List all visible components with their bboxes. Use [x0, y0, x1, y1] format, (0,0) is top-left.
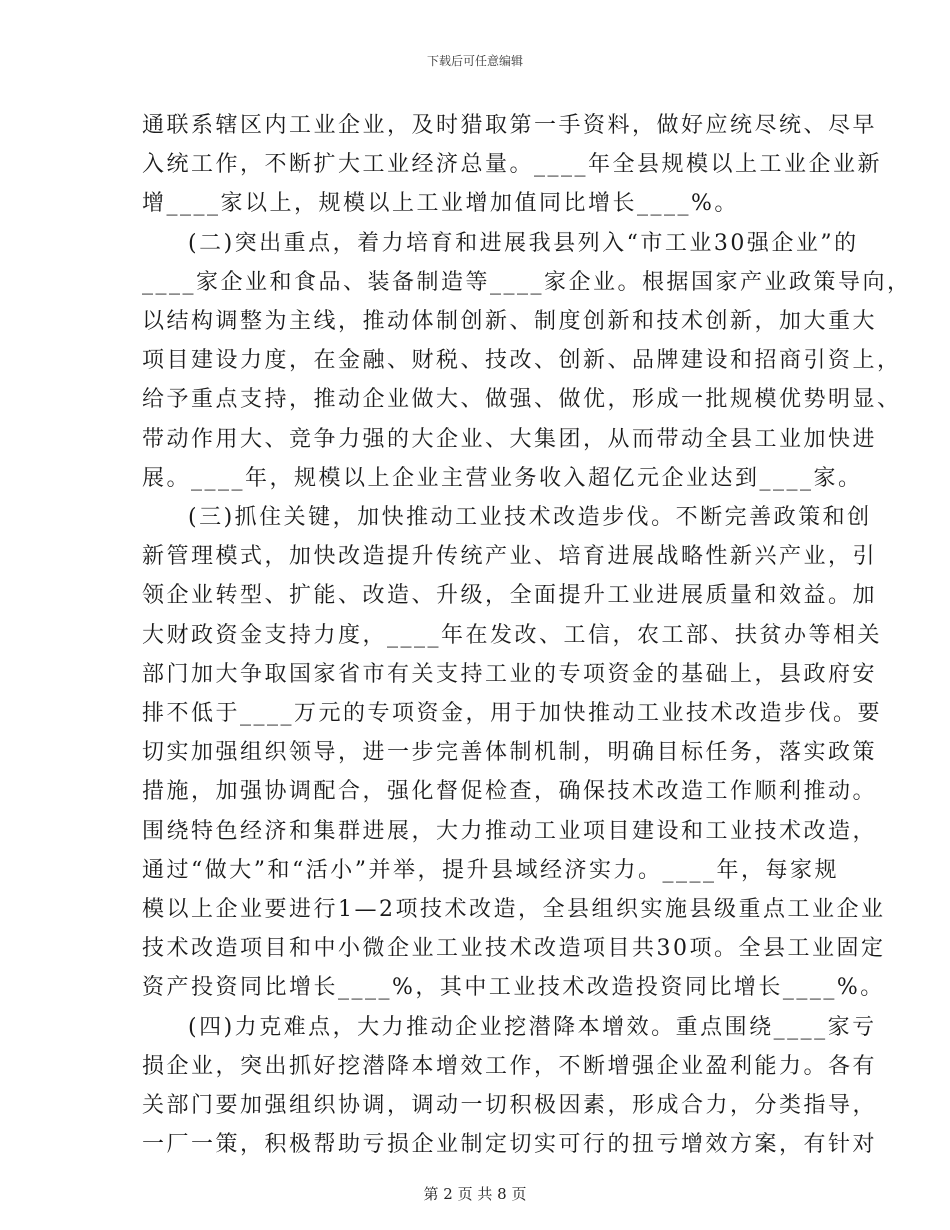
text-line: 排不低于____万元的专项资金，用于加快推动工业技术改造步伐。要	[142, 701, 883, 727]
text-line: 带动作用大、竞争力强的大企业、大集团，从而带动全县工业加快进	[142, 426, 878, 452]
text-line: 切实加强组织领导，进一步完善体制机制，明确目标任务，落实政策	[142, 740, 878, 766]
text-line: 关部门要加强组织协调，调动一切积极因素，形成合力，分类指导，	[142, 1093, 878, 1119]
page-number: 第 2 页 共 8 页	[423, 1185, 527, 1203]
text-line: 入统工作，不断扩大工业经济总量。____年全县规模以上工业企业新	[142, 152, 883, 178]
text-line: 围绕特色经济和集群进展，大力推动工业项目建设和工业技术改造，	[142, 818, 878, 844]
text-line: 通联系辖区内工业企业，及时猎取第一手资料，做好应统尽统、尽早	[142, 113, 878, 138]
text-line: 通过“做大”和“活小”并举，提升县域经济实力。____年，每家规	[142, 857, 839, 883]
page-header: 下载后可任意编辑	[426, 54, 523, 68]
text-line: 给予重点支持，推动企业做大、做强、做优，形成一批规模优势明显、	[142, 387, 902, 413]
text-line: 损企业，突出抓好挖潜降本增效工作，不断增强企业盈利能力。各有	[142, 1053, 878, 1079]
text-line: 新管理模式，加快改造提升传统产业、培育进展战略性新兴产业，引	[142, 544, 878, 570]
text-line: 措施，加强协调配合，强化督促检查，确保技术改造工作顺利推动。	[142, 779, 878, 805]
text-line: 以结构调整为主线，推动体制创新、制度创新和技术创新，加大重大	[142, 309, 878, 335]
text-line: 技术改造项目和中小微企业工业技术改造项目共30项。全县工业固定	[142, 936, 886, 962]
text-line: 一厂一策，积极帮助亏损企业制定切实可行的扭亏增效方案，有针对	[142, 1132, 878, 1158]
section-heading-line: (三)抓住关键，加快推动工业技术改造步伐。不断完善政策和创	[188, 505, 872, 531]
text-line: ____家企业和食品、装备制造等____家企业。根据国家产业政策导向，	[142, 269, 912, 295]
document-body	[142, 106, 912, 1164]
text-line: 模以上企业要进行1—2项技术改造，全县组织实施县级重点工业企业	[142, 897, 886, 923]
section-heading-line: (二)突出重点，着力培育和进展我县列入“市工业30强企业”的	[188, 230, 859, 256]
section-heading-line: (四)力克难点，大力推动企业挖潜降本增效。重点围绕____家亏	[188, 1014, 877, 1040]
text-line: 增____家以上，规模以上工业增加值同比增长____%。	[142, 191, 739, 217]
text-line: 部门加大争取国家省市有关支持工业的专项资金的基础上，县政府安	[142, 661, 878, 687]
text-line: 项目建设力度，在金融、财税、技改、创新、品牌建设和招商引资上，	[142, 348, 902, 374]
text-line: 资产投资同比增长____%，其中工业技术改造投资同比增长____%。	[142, 975, 885, 1001]
text-line: 领企业转型、扩能、改造、升级，全面提升工业进展质量和效益。加	[142, 583, 878, 609]
text-line: 展。____年，规模以上企业主营业务收入超亿元企业达到____家。	[142, 465, 863, 491]
text-line: 大财政资金支持力度，____年在发改、工信，农工部、扶贫办等相关	[142, 622, 883, 648]
